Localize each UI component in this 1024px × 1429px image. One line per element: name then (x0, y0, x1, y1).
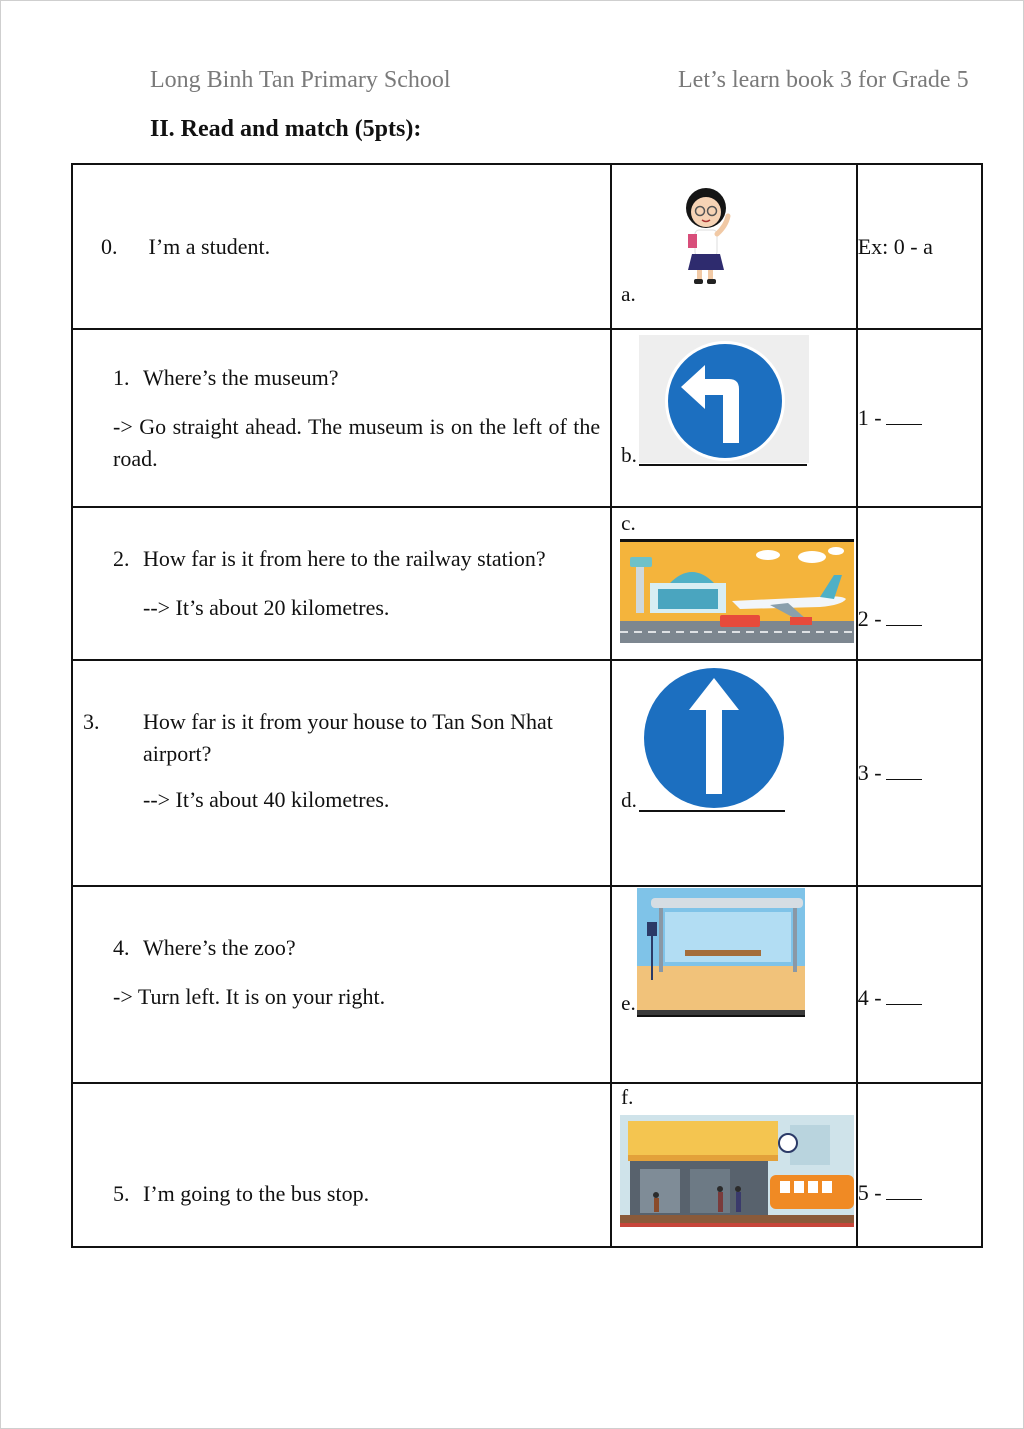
answer-cell[interactable] (857, 886, 982, 1083)
table-row (72, 886, 982, 1083)
answer-underline (639, 810, 785, 812)
answer-label: 5 - (857, 1180, 882, 1205)
option-letter: f. (621, 1085, 634, 1109)
question-text: Where’s the museum? (143, 364, 339, 390)
answer-cell[interactable] (857, 660, 982, 886)
answer-label: 3 - (857, 760, 882, 785)
example-answer: Ex: 0 - a (857, 233, 933, 259)
question-text: I’m a student. (148, 233, 271, 259)
question-cell (72, 1083, 611, 1247)
picture-cell (611, 507, 857, 660)
table-row (72, 1083, 982, 1247)
option-letter: c. (621, 511, 636, 535)
question-cell (72, 660, 611, 886)
section-title: II. Read and match (5pts): (150, 116, 422, 142)
table-row (72, 507, 982, 660)
answer-hint: --> It’s about 40 kilometres. (143, 787, 390, 812)
option-letter: d. (621, 788, 637, 812)
answer-blank[interactable] (886, 1197, 922, 1200)
question-number: 1. (113, 364, 130, 390)
question-number: 2. (113, 546, 130, 571)
question-text: Where’s the zoo? (143, 935, 296, 960)
answer-cell[interactable] (857, 1083, 982, 1247)
answer-blank[interactable] (886, 1002, 922, 1005)
answer-blank[interactable] (886, 422, 922, 425)
option-letter: a. (621, 282, 636, 306)
question-cell (72, 164, 611, 329)
book-title: Let’s learn book 3 for Grade 5 (678, 67, 969, 93)
answer-hint: --> It’s about 20 kilometres. (143, 595, 390, 620)
airport-icon (620, 539, 854, 643)
answer-underline (637, 1015, 805, 1017)
straight-ahead-sign-icon (639, 664, 789, 812)
answer-cell[interactable] (857, 329, 982, 507)
question-number: 0. (101, 233, 118, 259)
railway-station-icon (620, 1115, 854, 1227)
picture-cell (611, 660, 857, 886)
option-letter: b. (621, 443, 637, 467)
question-number: 5. (113, 1181, 130, 1206)
answer-blank[interactable] (886, 777, 922, 780)
table-row (72, 164, 982, 329)
question-cell (72, 329, 611, 507)
picture-cell (611, 164, 857, 329)
answer-label: 2 - (857, 606, 882, 631)
question-text: How far is it from here to the railway station? (143, 546, 546, 571)
girl-student-icon (670, 182, 740, 287)
table-row (72, 660, 982, 886)
question-cell (72, 886, 611, 1083)
question-cell (72, 507, 611, 660)
question-text: How far is it from your house to Tan Son Nhat airport? (143, 709, 553, 766)
answer-cell[interactable] (857, 507, 982, 660)
option-letter: e. (621, 991, 636, 1015)
answer-label: 4 - (857, 985, 882, 1010)
school-name: Long Binh Tan Primary School (150, 67, 451, 93)
answer-hint: -> Turn left. It is on your right. (113, 984, 386, 1009)
question-number: 4. (113, 935, 130, 960)
picture-cell (611, 886, 857, 1083)
question-number: 3. (83, 709, 100, 734)
question-text: I’m going to the bus stop. (143, 1181, 370, 1206)
picture-cell (611, 329, 857, 507)
picture-cell (611, 1083, 857, 1247)
table-row (72, 329, 982, 507)
bus-stop-icon (637, 888, 805, 1016)
answer-blank[interactable] (886, 623, 922, 626)
answer-label: 1 - (857, 405, 882, 430)
turn-left-sign-icon (639, 335, 809, 463)
answer-underline (639, 464, 807, 466)
match-table (71, 163, 983, 1248)
answer-hint: -> Go straight ahead. The museum is on the left of the road. (113, 413, 601, 471)
answer-cell (857, 164, 982, 329)
